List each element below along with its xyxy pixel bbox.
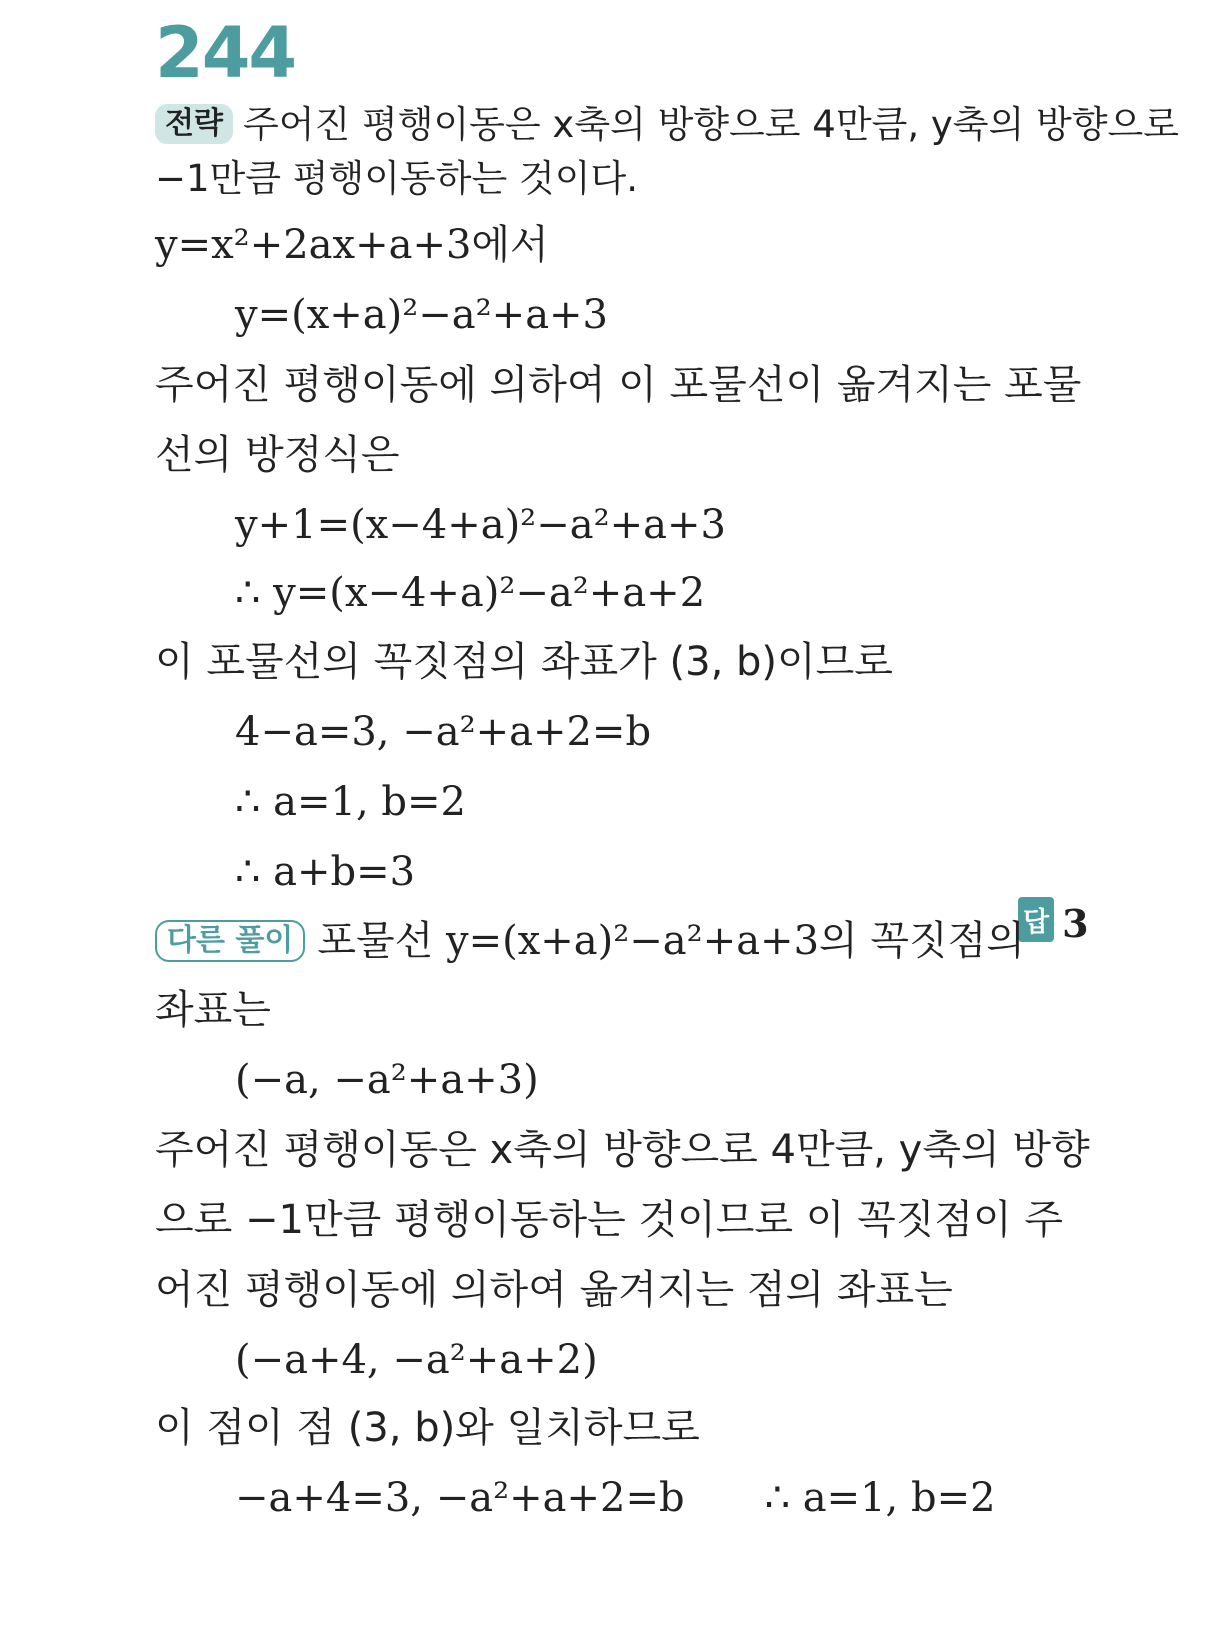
- alternative-text-3: 주어진 평행이동은 x축의 방향으로 4만큼, y축의 방향: [155, 1127, 1090, 1173]
- solution-text-3: 이 포물선의 꼭짓점의 좌표가 (3, b)이므로: [155, 639, 893, 685]
- equation-5: 4−a=3, −a²+a+2=b: [235, 709, 652, 755]
- problem-number: 244: [155, 12, 296, 94]
- strategy-badge: 전략: [155, 104, 233, 144]
- alternative-text-6: 이 점이 점 (3, b)와 일치하므로: [155, 1405, 700, 1451]
- alternative-badge: 다른 풀이: [155, 920, 305, 962]
- solution-text-1: 주어진 평행이동에 의하여 이 포물선이 옮겨지는 포물: [155, 362, 1082, 408]
- alternative-equation-2: (−a+4, −a²+a+2): [235, 1337, 598, 1383]
- equation-4: ∴ y=(x−4+a)²−a²+a+2: [235, 570, 706, 616]
- alternative-text-1: 포물선 y=(x+a)²−a²+a+3의 꼭짓점의: [317, 918, 1025, 964]
- answer-value: 3: [1062, 901, 1089, 946]
- equation-6: ∴ a=1, b=2: [235, 779, 466, 825]
- equation-7: ∴ a+b=3: [235, 849, 416, 895]
- strategy-line-1: [155, 104, 1179, 144]
- alternative-text-4: 으로 −1만큼 평행이동하는 것이므로 이 꼭짓점이 주: [155, 1197, 1064, 1243]
- alternative-equation-3-line: [235, 1475, 996, 1521]
- equation-1: y=x²+2ax+a+3에서: [155, 222, 549, 268]
- strategy-text-1: 주어진 평행이동은 x축의 방향으로 4만큼, y축의 방향으로: [242, 103, 1179, 146]
- equation-2: y=(x+a)²−a²+a+3: [235, 292, 609, 338]
- alternative-text-5: 어진 평행이동에 의하여 옮겨지는 점의 좌표는: [155, 1267, 953, 1313]
- alternative-equation-3-result: ∴ a=1, b=2: [764, 1475, 996, 1521]
- alternative-equation-1: (−a, −a²+a+3): [235, 1057, 539, 1103]
- answer-badge: 답: [1018, 897, 1054, 942]
- alternative-text-2: 좌표는: [155, 987, 271, 1033]
- solution-text-2: 선의 방정식은: [155, 432, 400, 478]
- alternative-line-1: [155, 920, 1025, 962]
- answer-mark: [1018, 897, 1089, 946]
- alternative-equation-3: −a+4=3, −a²+a+2=b: [235, 1475, 685, 1521]
- equation-3: y+1=(x−4+a)²−a²+a+3: [235, 502, 726, 548]
- strategy-text-2: −1만큼 평행이동하는 것이다.: [155, 157, 638, 200]
